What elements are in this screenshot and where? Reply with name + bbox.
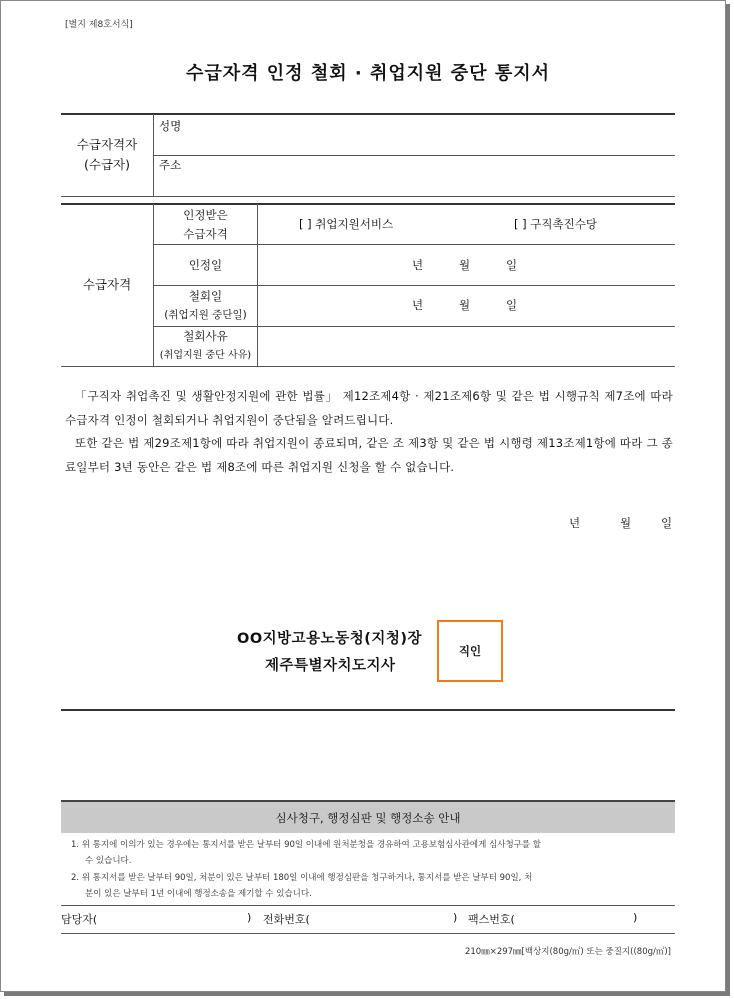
guide-note-2-line1: 2. 위 통지서를 받은 날부터 90일, 처분이 있은 날부터 180일 이내에 행정심판을 청구하거나, 통지서를 받은 날부터 90일, 처: [71, 873, 533, 883]
section-divider: [61, 709, 675, 711]
approved-line1: 인정받은: [183, 208, 228, 222]
address-field[interactable]: [201, 157, 671, 195]
withdrawal-reason-label: [154, 327, 257, 365]
issue-year: 년: [569, 516, 581, 530]
withdraw-month: 월: [459, 298, 471, 312]
seal-label: 직인: [458, 644, 482, 658]
staff-label: 담당자(: [61, 913, 98, 926]
withdraw-year: 년: [412, 298, 424, 312]
name-field[interactable]: [201, 115, 671, 153]
guide-note-1: [71, 838, 671, 869]
approved-line2: 수급자격: [183, 227, 228, 241]
withdraw-day: 일: [506, 298, 518, 312]
staff-field[interactable]: [113, 909, 245, 927]
checkbox-employment-service[interactable]: [ ] 취업지원서비스: [299, 217, 394, 231]
official-seal: [437, 620, 503, 682]
qualification-bottom-border: [61, 366, 675, 367]
recipient-header-line1: 수급자격자: [76, 137, 138, 152]
qualification-header: 수급자격: [82, 277, 132, 292]
approval-year: 년: [412, 258, 424, 272]
recipient-row-divider: [153, 155, 675, 156]
fax-label: 팩스번호(: [468, 913, 515, 926]
phone-close: ): [453, 911, 458, 924]
issuer-line1: OO지방고용노동청(지청)장: [237, 631, 422, 647]
recipient-header-line2: (수급자): [84, 157, 130, 172]
issuer-line2: 제주특별자치도지사: [265, 658, 396, 674]
approval-month: 월: [459, 258, 471, 272]
guide-header-text: 심사청구, 행정심판 및 행정소송 안내: [275, 810, 461, 825]
fax-close: ): [633, 911, 638, 924]
phone-label: 전화번호(: [263, 913, 310, 926]
issue-month: 월: [620, 516, 632, 530]
checkbox-job-seeking-allowance[interactable]: [ ] 구직촉진수당: [514, 217, 597, 231]
withdraw-line2: (취업지원 중단일): [164, 309, 247, 321]
qualification-row-1: [153, 244, 675, 245]
footer-bottom-border: [61, 933, 675, 934]
guide-note-2-line2: 분이 있은 날부터 1년 이내에 행정소송을 제기할 수 있습니다.: [85, 888, 312, 899]
withdraw-line1: 철회일: [188, 289, 223, 303]
reason-line1: 철회사유: [183, 329, 228, 343]
withdrawal-reason-field[interactable]: [259, 328, 673, 365]
guide-note-2: [71, 871, 671, 902]
guide-header: [61, 800, 675, 833]
phone-field[interactable]: [323, 909, 451, 927]
guide-note-1-line2: 수 있습니다.: [85, 855, 132, 866]
name-label: 성명: [159, 119, 182, 133]
recipient-header: [61, 135, 153, 175]
guide-note-1-line1: 1. 위 통지에 이의가 있는 경우에는 통지서를 받은 날부터 90일 이내에 원처분청을 경유하여 고용보험심사관에게 심사청구를 할: [71, 840, 542, 850]
withdrawal-date-label: [154, 287, 257, 325]
approval-day: 일: [506, 258, 518, 272]
form-id: [별지 제8호서식]: [65, 20, 133, 30]
approved-qualification-label: [154, 206, 257, 244]
approval-date-label: 인정일: [188, 258, 223, 272]
qualification-row-2: [153, 285, 675, 286]
reason-line2: (취업지원 중단 사유): [159, 350, 252, 361]
footer-top-border: [61, 905, 675, 906]
paper-size-note: 210㎜×297㎜[백상지(80g/㎡) 또는 중질지((80g/㎡)]: [464, 947, 671, 957]
issue-day: 일: [661, 516, 673, 530]
issue-date[interactable]: [569, 515, 679, 533]
fax-field[interactable]: [529, 909, 631, 927]
page-title: 수급자격 인정 철회 · 취업지원 중단 통지서: [185, 63, 551, 84]
address-label: 주소: [159, 158, 182, 172]
notice-paragraph-2: 또한 같은 법 제29조제1항에 따라 취업지원이 종료되며, 같은 조 제3항 및 같은 법 시행령 제13조제1항에 따라 그 종료일부터 3년 동안은 같은 법 제8조에 따른 취업지원 신청을 할 수 없습니다.: [65, 436, 673, 474]
recipient-bottom-border: [61, 196, 675, 197]
staff-close: ): [247, 911, 252, 924]
notice-paragraph-1: 「구직자 취업촉진 및 생활안정지원에 관한 법률」 제12조제4항 · 제21조제6항 및 같은 법 시행규칙 제7조에 따라 수급자격 인정이 철회되거나 취업지원이 중단됨을 알려드립니다.: [65, 389, 673, 427]
